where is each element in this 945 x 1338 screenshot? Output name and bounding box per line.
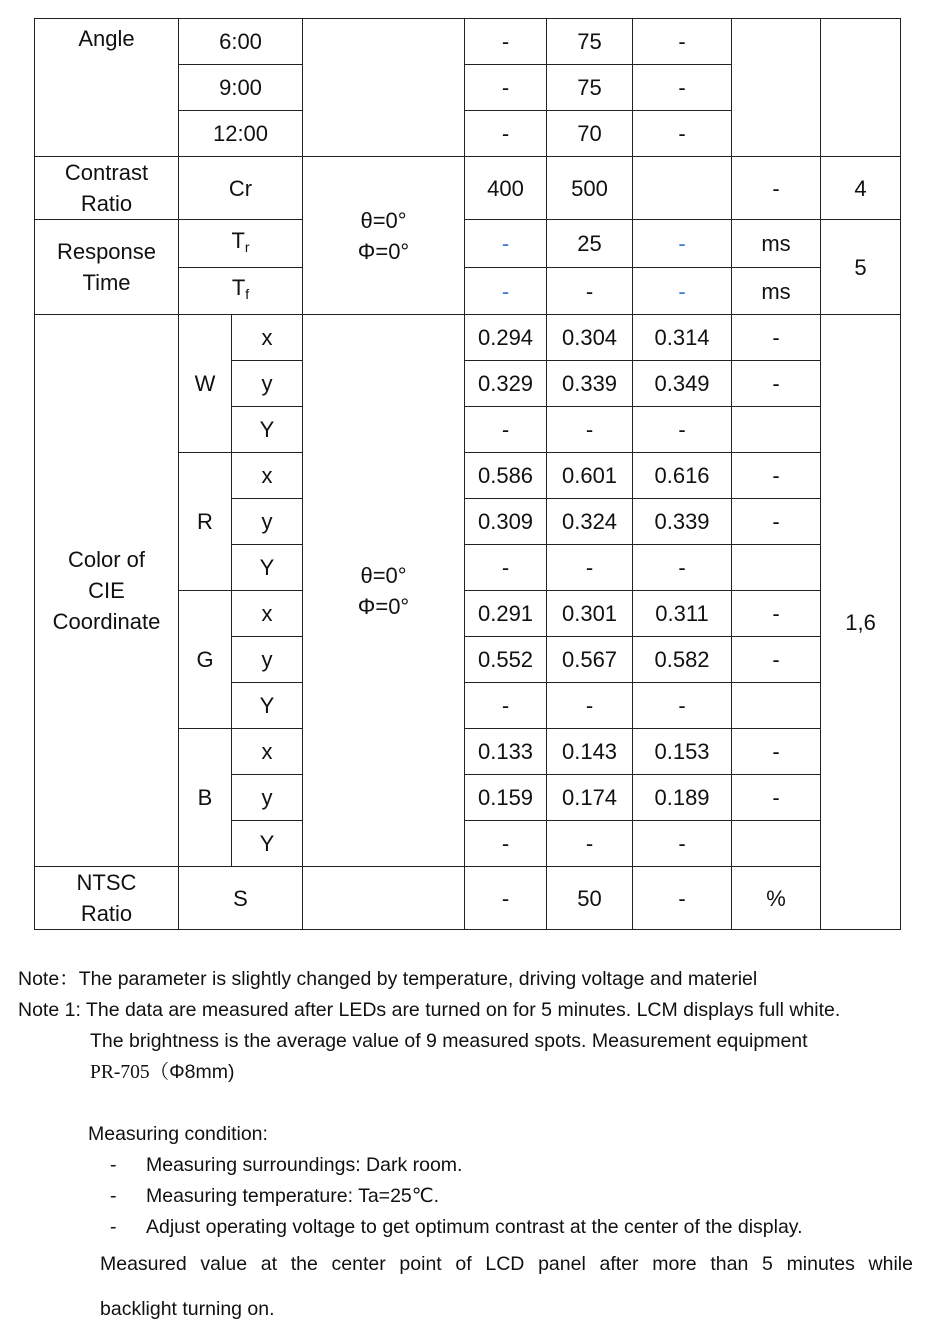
axis-cell: Y bbox=[232, 545, 303, 591]
notes-section bbox=[18, 964, 913, 1325]
cell-min: - bbox=[465, 545, 547, 591]
cell-unit: - bbox=[732, 591, 821, 637]
ntsc-symbol: S bbox=[179, 867, 303, 930]
cell-unit: - bbox=[732, 157, 821, 220]
cell-max: - bbox=[633, 683, 732, 729]
color-name-g: G bbox=[179, 591, 232, 729]
cell-typ: 0.339 bbox=[547, 361, 633, 407]
axis-cell: x bbox=[232, 729, 303, 775]
cell-max: 0.582 bbox=[633, 637, 732, 683]
cell-unit bbox=[732, 683, 821, 729]
cell-max: 0.339 bbox=[633, 499, 732, 545]
cell-max: - bbox=[633, 220, 732, 268]
cell-min: - bbox=[465, 867, 547, 930]
axis-cell: y bbox=[232, 637, 303, 683]
cell-typ: 25 bbox=[547, 220, 633, 268]
cell-max: 0.153 bbox=[633, 729, 732, 775]
axis-cell: Y bbox=[232, 821, 303, 867]
cell-max: - bbox=[633, 407, 732, 453]
cell-min: - bbox=[465, 683, 547, 729]
contrast-symbol: Cr bbox=[179, 157, 303, 220]
cell-typ: - bbox=[547, 821, 633, 867]
cell-max: - bbox=[633, 65, 732, 111]
cell-typ: 0.174 bbox=[547, 775, 633, 821]
condition-item: - Measuring temperature: Ta=25℃. bbox=[110, 1185, 440, 1207]
angle-note-blank bbox=[821, 19, 901, 157]
cell-max: 0.349 bbox=[633, 361, 732, 407]
contrast-label: Contrast Ratio bbox=[35, 157, 179, 220]
note-general: Note：The parameter is slightly changed by temperature, driving voltage and materiel bbox=[18, 968, 758, 990]
cell-max: 0.616 bbox=[633, 453, 732, 499]
cell-unit: - bbox=[732, 729, 821, 775]
cell-note: 4 bbox=[821, 157, 901, 220]
measured-value-note: Measured value at the center point of LCD panel after more than 5 minutes while bbox=[100, 1253, 913, 1275]
ntsc-condition-blank bbox=[303, 867, 465, 930]
condition-item: - Measuring surroundings: Dark room. bbox=[110, 1154, 463, 1176]
cell-typ: 50 bbox=[547, 867, 633, 930]
cell-unit: ms bbox=[732, 220, 821, 268]
response-label: Response Time bbox=[35, 220, 179, 315]
cell-unit: - bbox=[732, 637, 821, 683]
cell-min: - bbox=[465, 65, 547, 111]
cell-typ: - bbox=[547, 545, 633, 591]
cell-typ: 0.601 bbox=[547, 453, 633, 499]
axis-cell: Y bbox=[232, 407, 303, 453]
note-1-equipment: PR-705（Φ8mm) bbox=[90, 1061, 235, 1083]
cell-max: - bbox=[633, 268, 732, 315]
axis-cell: x bbox=[232, 591, 303, 637]
cell-max: - bbox=[633, 867, 732, 930]
cell-min: - bbox=[465, 19, 547, 65]
cell-min: 0.294 bbox=[465, 315, 547, 361]
axis-cell: x bbox=[232, 453, 303, 499]
cell-min: - bbox=[465, 268, 547, 315]
cell-max: - bbox=[633, 545, 732, 591]
cell-min: 0.291 bbox=[465, 591, 547, 637]
cell-max bbox=[633, 157, 732, 220]
cell-max: 0.311 bbox=[633, 591, 732, 637]
cell-typ: - bbox=[547, 268, 633, 315]
angle-condition-blank bbox=[303, 19, 465, 157]
cell-typ: 0.301 bbox=[547, 591, 633, 637]
cell-typ: 0.324 bbox=[547, 499, 633, 545]
cell-typ: 0.143 bbox=[547, 729, 633, 775]
fall-symbol: $T_f$ bbox=[179, 268, 303, 315]
cell-min: 0.309 bbox=[465, 499, 547, 545]
cie-label: Color of CIE Coordinate bbox=[35, 315, 179, 867]
axis-cell: y bbox=[232, 775, 303, 821]
optical-spec-table bbox=[34, 18, 901, 930]
measured-value-note-end: backlight turning on. bbox=[100, 1298, 275, 1320]
cell-min: 0.133 bbox=[465, 729, 547, 775]
axis-cell: Y bbox=[232, 683, 303, 729]
cell-typ: 0.304 bbox=[547, 315, 633, 361]
axis-cell: y bbox=[232, 361, 303, 407]
cell-min: 0.329 bbox=[465, 361, 547, 407]
angle-dir: 9:00 bbox=[179, 65, 303, 111]
cell-min: 0.552 bbox=[465, 637, 547, 683]
cell-min: 400 bbox=[465, 157, 547, 220]
note-1: Note 1: The data are measured after LEDs are turned on for 5 minutes. LCM displays full white. bbox=[18, 999, 841, 1021]
ntsc-label: NTSC Ratio bbox=[35, 867, 179, 930]
color-name-w: W bbox=[179, 315, 232, 453]
cell-unit: % bbox=[732, 867, 821, 930]
cell-unit bbox=[732, 407, 821, 453]
color-name-b: B bbox=[179, 729, 232, 867]
cell-unit: ms bbox=[732, 268, 821, 315]
rise-symbol: $T_r$ bbox=[179, 220, 303, 268]
cell-min: - bbox=[465, 111, 547, 157]
cell-unit: - bbox=[732, 775, 821, 821]
cell-note: 1,6 bbox=[821, 315, 901, 930]
cell-typ: - bbox=[547, 407, 633, 453]
angle-label: Angle bbox=[35, 19, 179, 157]
cell-typ: 75 bbox=[547, 65, 633, 111]
condition-cell: θ=0° Φ=0° bbox=[303, 315, 465, 867]
cell-min: 0.586 bbox=[465, 453, 547, 499]
cell-unit bbox=[732, 545, 821, 591]
cell-typ: - bbox=[547, 683, 633, 729]
condition-item: - Adjust operating voltage to get optimum contrast at the center of the display. bbox=[110, 1216, 803, 1238]
measuring-condition-title: Measuring condition: bbox=[88, 1123, 268, 1145]
cell-note: 5 bbox=[821, 220, 901, 315]
condition-cell: θ=0° Φ=0° bbox=[303, 157, 465, 315]
cell-min: - bbox=[465, 220, 547, 268]
cell-unit bbox=[732, 821, 821, 867]
cell-min: - bbox=[465, 821, 547, 867]
cell-typ: 75 bbox=[547, 19, 633, 65]
angle-dir: 6:00 bbox=[179, 19, 303, 65]
cell-max: - bbox=[633, 111, 732, 157]
axis-cell: y bbox=[232, 499, 303, 545]
cell-unit: - bbox=[732, 361, 821, 407]
angle-dir: 12:00 bbox=[179, 111, 303, 157]
cell-unit: - bbox=[732, 315, 821, 361]
color-name-r: R bbox=[179, 453, 232, 591]
angle-unit-blank bbox=[732, 19, 821, 157]
cell-typ: 70 bbox=[547, 111, 633, 157]
cell-max: 0.189 bbox=[633, 775, 732, 821]
cell-min: 0.159 bbox=[465, 775, 547, 821]
cell-unit: - bbox=[732, 453, 821, 499]
axis-cell: x bbox=[232, 315, 303, 361]
cell-max: 0.314 bbox=[633, 315, 732, 361]
cell-unit: - bbox=[732, 499, 821, 545]
cell-min: - bbox=[465, 407, 547, 453]
cell-typ: 0.567 bbox=[547, 637, 633, 683]
cell-max: - bbox=[633, 821, 732, 867]
cell-typ: 500 bbox=[547, 157, 633, 220]
note-1-continued: The brightness is the average value of 9 measured spots. Measurement equipment bbox=[90, 1030, 808, 1052]
cell-max: - bbox=[633, 19, 732, 65]
